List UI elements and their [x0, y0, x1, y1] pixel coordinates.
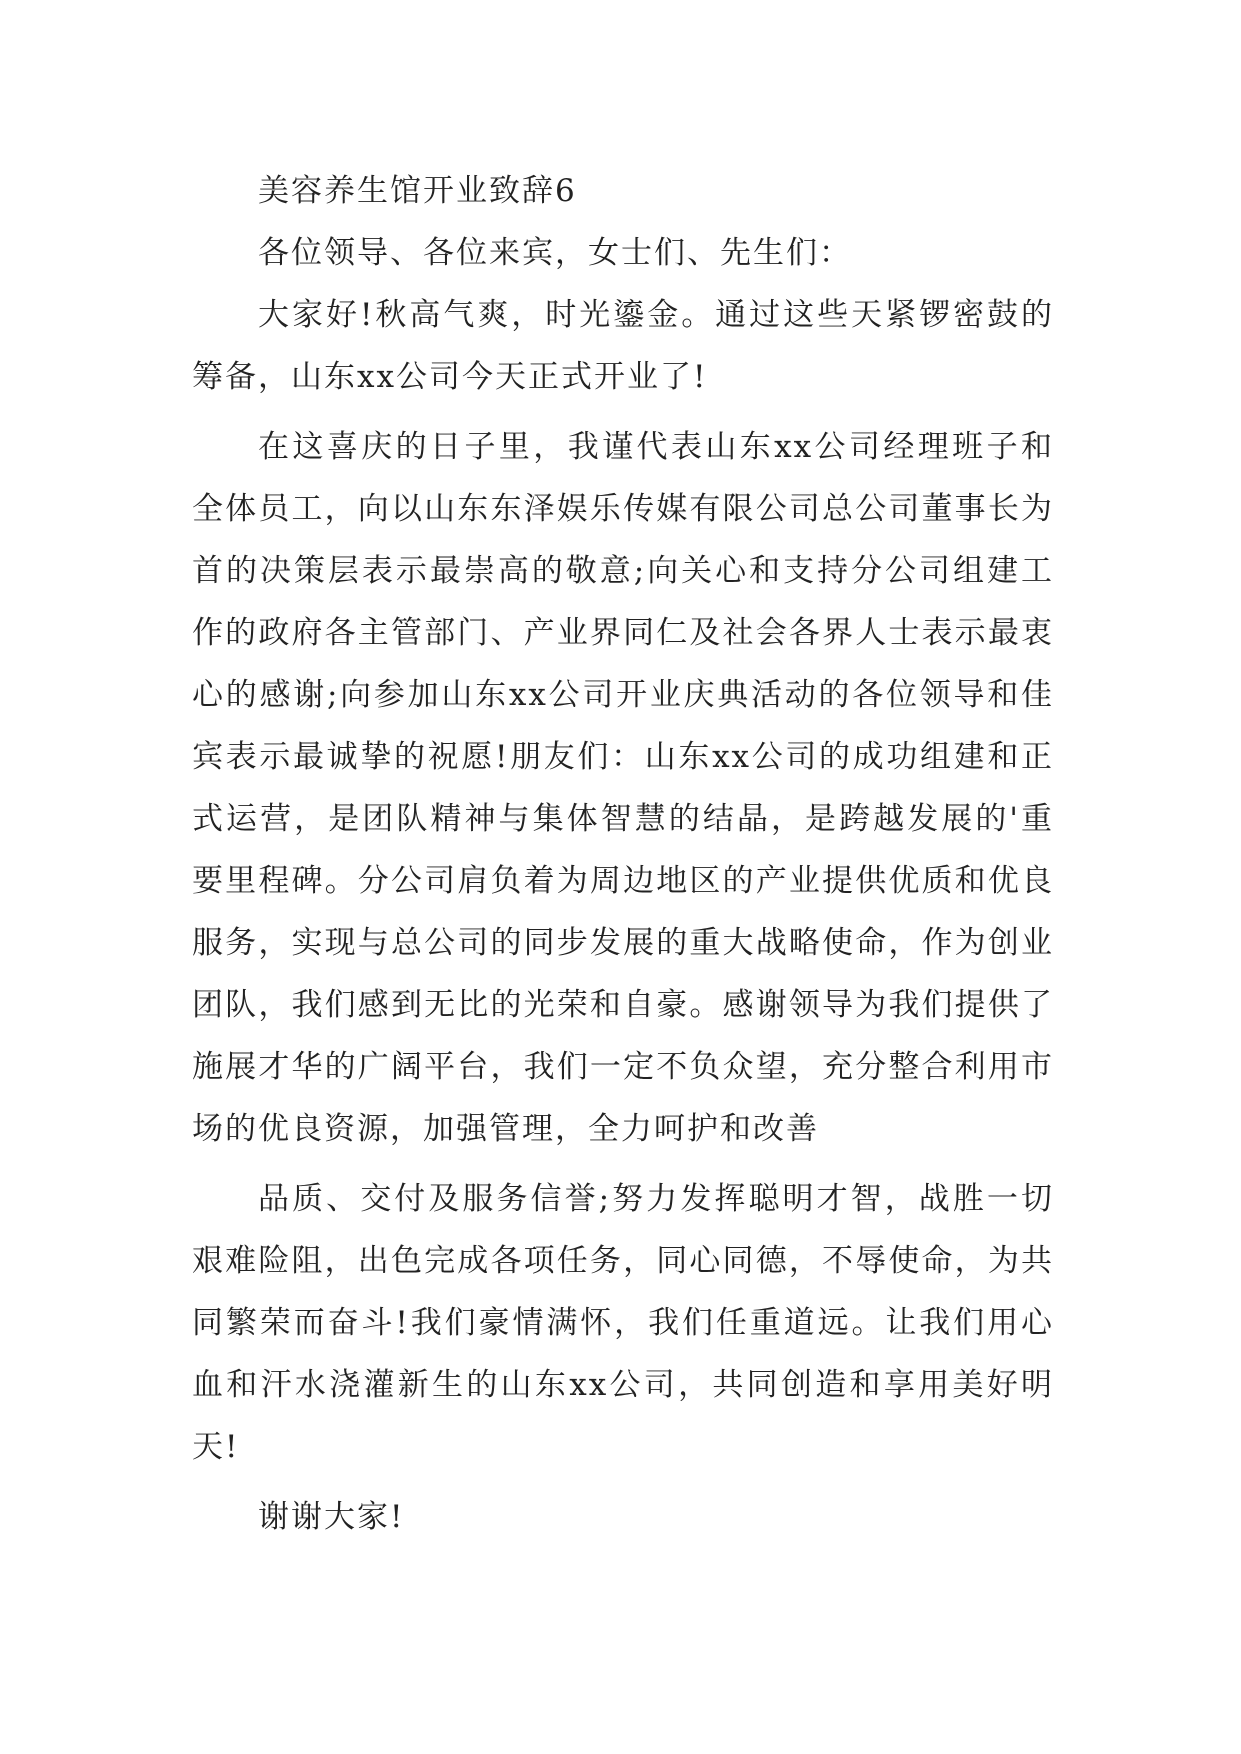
closing-paragraph: 谢谢大家! [258, 1499, 405, 1535]
main-speech-paragraph: 在这喜庆的日子里，我谨代表山东xx公司经理班子和全体员工，向以山东东泽娱乐传媒有限公司总公司董事长为首的决策层表示最崇高的敬意;向关心和支持分公司组建工作的政府各主管部门、产业界同仁及社会各界人士表示最衷心的感谢;向参加山东xx公司开业庆典活动的各位领导和佳宾表示最诚挚的祝愿!朋友们：山东xx公司的成功组建和正式运营，是团队精神与集体智慧的结晶，是跨越发展的'重要里程碑。分公司肩负着为周边地区的产业提供优质和优良服务，实现与总公司的同步发展的重大战略使命，作为创业团队，我们感到无比的光荣和自豪。感谢领导为我们提供了施展才华的广阔平台，我们一定不负众望，充分整合利用市场的优良资源，加强管理，全力呵护和改善 [192, 429, 1054, 1147]
commitment-paragraph: 品质、交付及服务信誉;努力发挥聪明才智，战胜一切艰难险阻，出色完成各项任务，同心同德，不辱使命，为共同繁荣而奋斗!我们豪情满怀，我们任重道远。让我们用心血和汗水浇灌新生的山东xx公司，共同创造和享用美好明天! [192, 1181, 1054, 1465]
salutation-paragraph: 各位领导、各位来宾，女士们、先生们： [258, 235, 852, 271]
document-title: 美容养生馆开业致辞6 [258, 173, 577, 209]
greeting-paragraph: 大家好!秋高气爽，时光鎏金。通过这些天紧锣密鼓的筹备，山东xx公司今天正式开业了! [192, 297, 1054, 395]
document-body [192, 160, 1054, 1548]
